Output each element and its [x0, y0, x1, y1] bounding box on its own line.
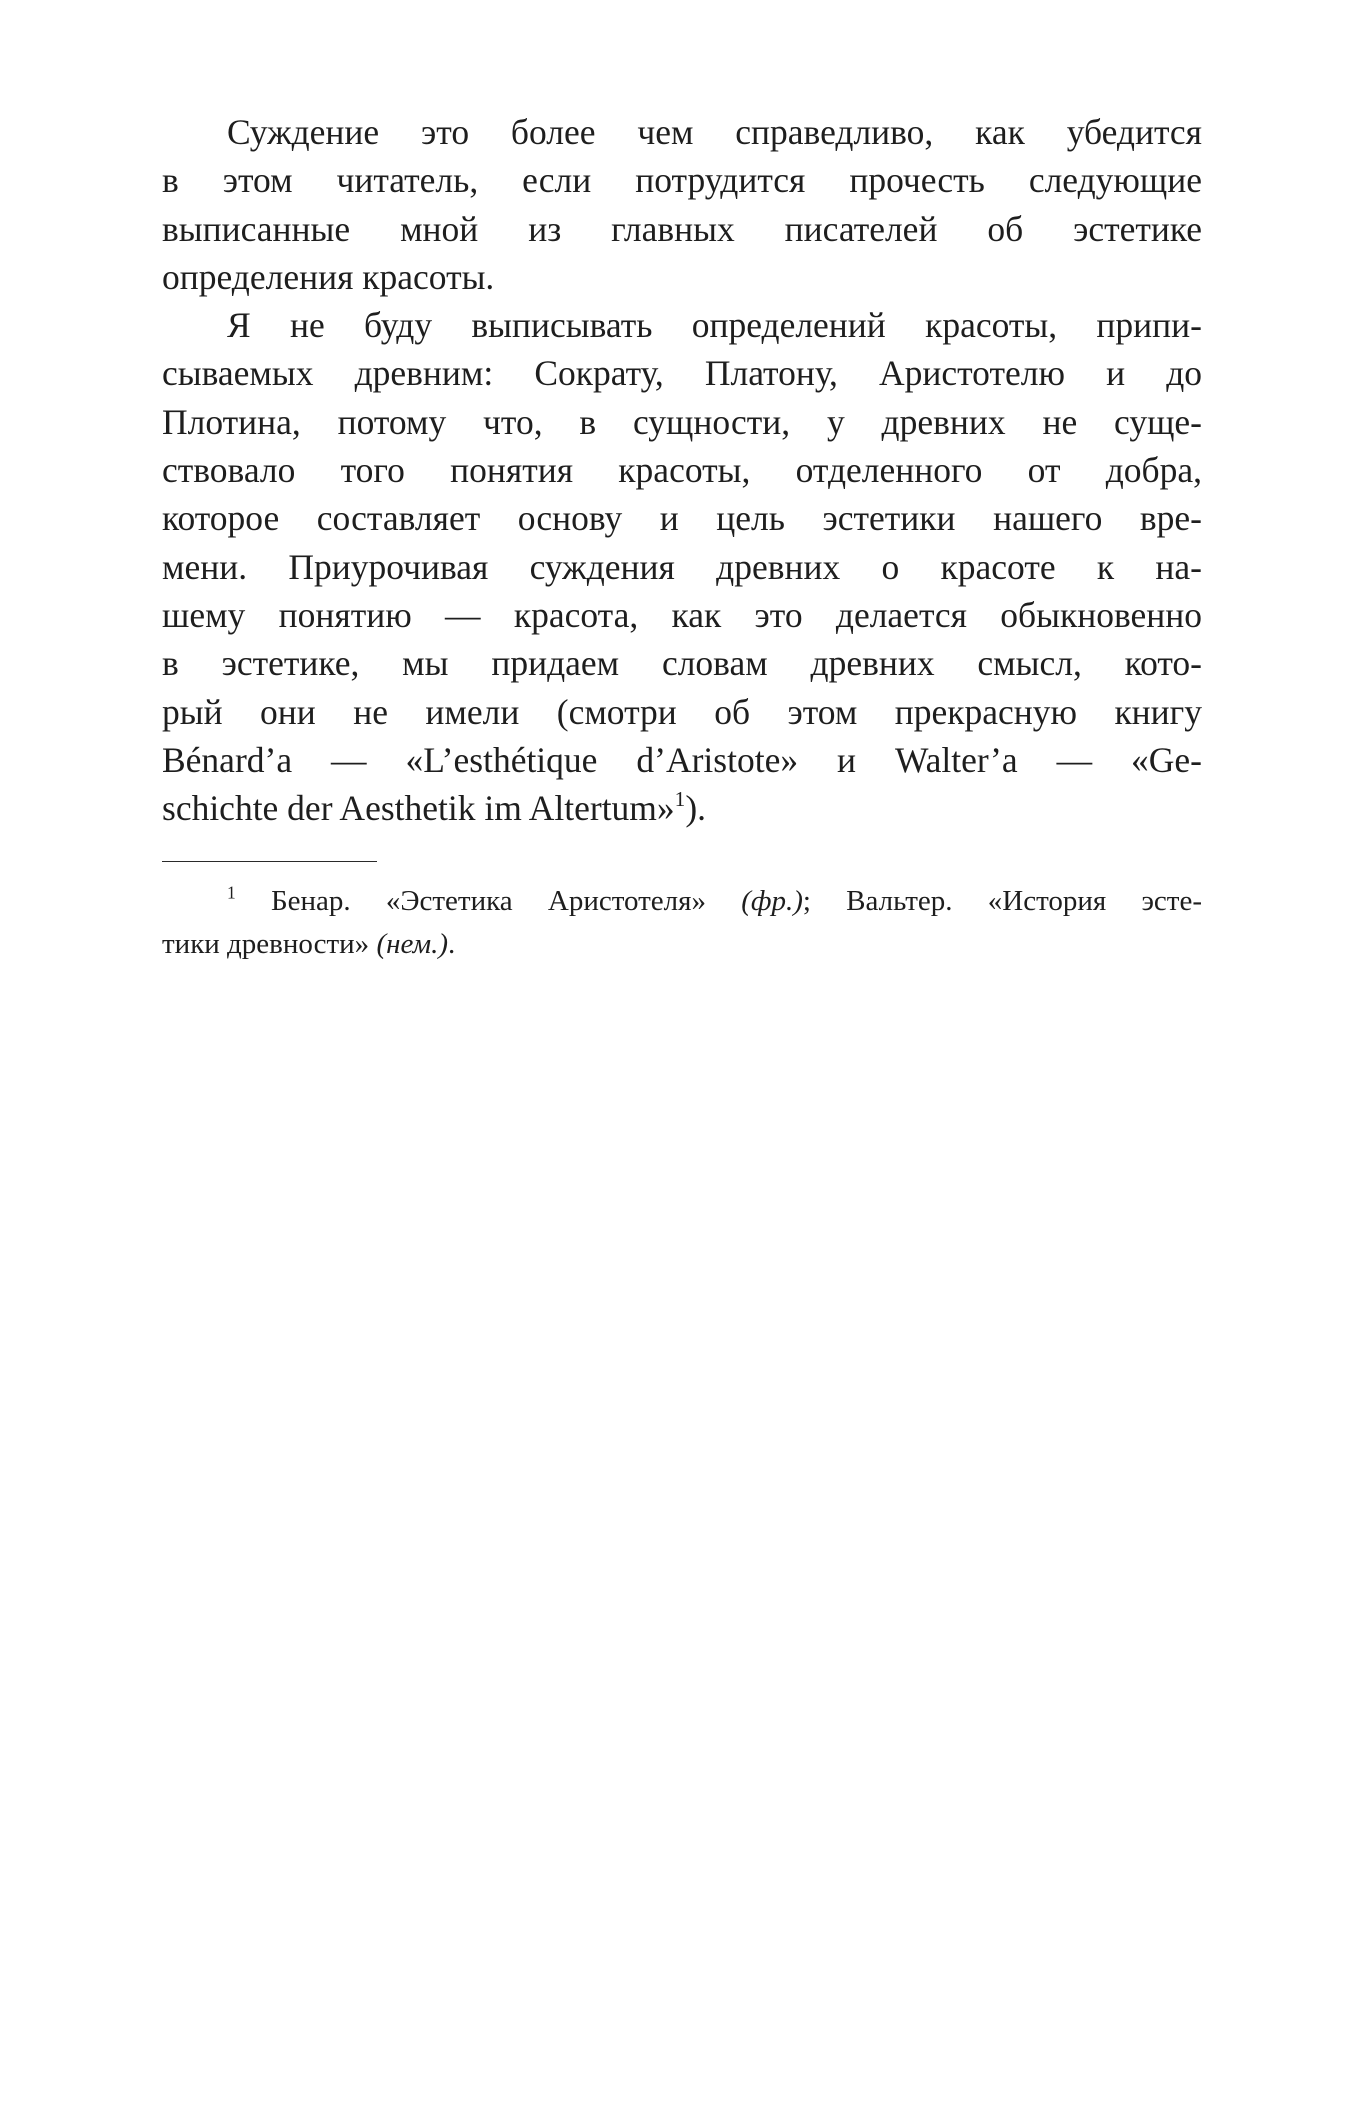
final-punctuation: ). [685, 788, 707, 829]
text-line: рый они не имели (смотри об этом прекрасную книгу [162, 691, 1202, 732]
footnote-line [162, 923, 1202, 966]
footnote-text: ; Вальтер. «История эсте- [802, 885, 1202, 917]
footnote-line [162, 880, 1202, 923]
footnote-text: тики древности» [162, 928, 377, 960]
final-line-text: schichte der Aesthetik im Altertum» [162, 788, 675, 829]
text-line: мени. Приурочивая суждения древних о красоте к на- [162, 546, 1202, 587]
footnote-language: (нем.) [376, 928, 449, 960]
text-line: Bénard’a — «L’esthétique d’Aristote» и Walter’a — «Ge- [162, 739, 1202, 780]
footnote-divider [162, 861, 377, 862]
text-line: сываемых древним: Сократу, Платону, Аристотелю и до [162, 353, 1202, 394]
text-line: шему понятию — красота, как это делается обыкновенно [162, 594, 1202, 635]
footnote-text: Бенар. «Эстетика Аристотеля» [270, 885, 742, 917]
text-line: в эстетике, мы придаем словам древних смысл, кото- [162, 643, 1202, 684]
footnote-number: 1 [227, 882, 236, 903]
footnote-text: . [448, 928, 456, 960]
text-line: ствовало того понятия красоты, отделенного от добра, [162, 450, 1202, 491]
footnote [162, 880, 1202, 966]
text-line: Плотина, потому что, в сущности, у древних не суще- [162, 401, 1202, 442]
footnote-language: (фр.) [741, 885, 803, 917]
text-line: определения красоты. [162, 256, 495, 297]
text-line: Я не буду выписывать определений красоты, припи- [227, 305, 1202, 346]
text-line: выписанные мной из главных писателей об эстетике [162, 208, 1202, 249]
footnote-reference[interactable]: 1 [674, 787, 686, 812]
text-line-final [162, 784, 1202, 832]
text-line: которое составляет основу и цель эстетики нашего вре- [162, 498, 1202, 539]
text-line: в этом читатель, если потрудится прочесть следующие [162, 160, 1202, 201]
text-line: Суждение это более чем справедливо, как убедится [227, 112, 1202, 152]
main-text [162, 108, 1202, 832]
